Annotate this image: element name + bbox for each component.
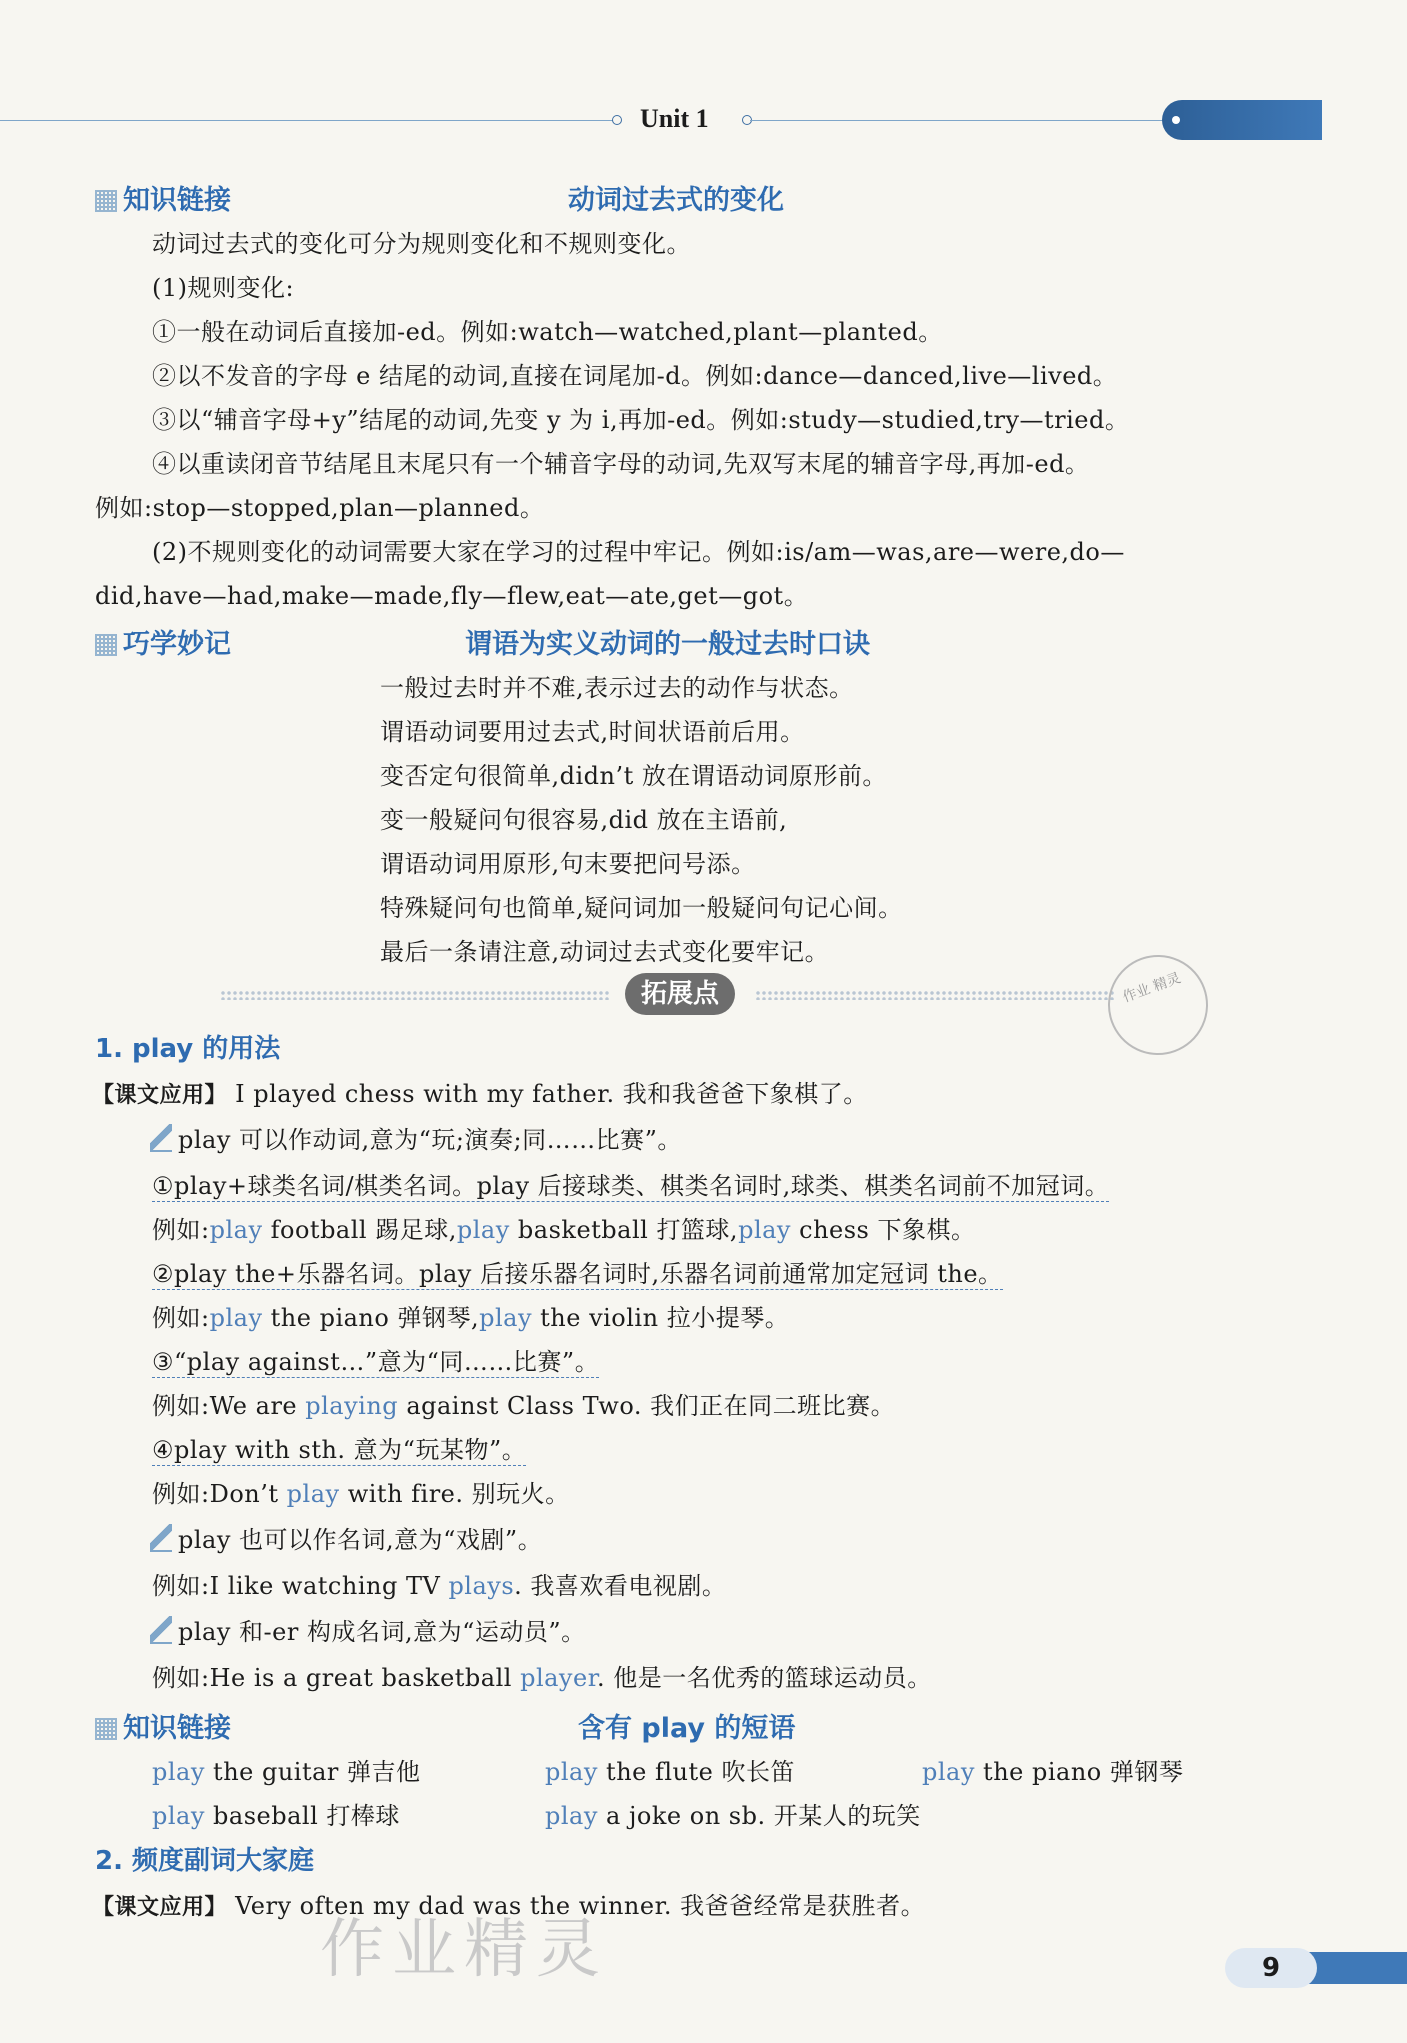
rhyme-line-6: 最后一条请注意,动词过去式变化要牢记。 bbox=[380, 938, 830, 966]
header-rule-left bbox=[0, 120, 620, 121]
section-title-rhyme: 谓语为实义动词的一般过去时口诀 bbox=[465, 629, 870, 660]
s1-line-2: ①一般在动词后直接加-ed。例如:watch—watched,plant—planted。 bbox=[152, 318, 943, 346]
divider-dots-right bbox=[755, 990, 1115, 1000]
note-er: play 和-er 构成名词,意为“运动员”。 bbox=[150, 1612, 586, 1647]
pencil-icon bbox=[150, 1524, 172, 1552]
rhyme-line-1: 谓语动词要用过去式,时间状语前后用。 bbox=[380, 718, 805, 746]
section-tag-phrases: 知识链接 bbox=[95, 1706, 231, 1745]
section-tag-memory: 巧学妙记 bbox=[95, 622, 231, 661]
rhyme-line-4: 谓语动词用原形,句末要把问号添。 bbox=[380, 850, 756, 878]
s1-line-0: 动词过去式的变化可分为规则变化和不规则变化。 bbox=[152, 230, 691, 258]
s1-line-1: (1)规则变化: bbox=[152, 274, 295, 302]
header-bar-dot bbox=[1172, 116, 1180, 124]
homework-stamp: 作业 精灵 bbox=[1094, 941, 1222, 1069]
section-title-phrases: 含有 play 的短语 bbox=[578, 1713, 796, 1744]
rule-3-example: 例如:We are playing against Class Two. 我们正在同二班比赛。 bbox=[152, 1392, 896, 1420]
rhyme-line-2: 变否定句很简单,didn’t 放在谓语动词原形前。 bbox=[380, 762, 887, 790]
note-noun-example: 例如:I like watching TV plays. 我喜欢看电视剧。 bbox=[152, 1572, 727, 1600]
s1-line-3: ②以不发音的字母 e 结尾的动词,直接在词尾加-d。例如:dance—danced,live—lived。 bbox=[152, 362, 1118, 390]
s1-line-6: 例如:stop—stopped,plan—planned。 bbox=[95, 494, 545, 522]
rule-1-example: 例如:play football 踢足球,play basketball 打篮球,play chess 下象棋。 bbox=[152, 1216, 976, 1244]
rule-3: ③“play against…”意为“同……比赛”。 bbox=[152, 1342, 599, 1378]
header-rule-right bbox=[750, 120, 1170, 121]
app-tag: 【课文应用】 bbox=[92, 1895, 228, 1920]
rhyme-line-3: 变一般疑问句很容易,did 放在主语前, bbox=[380, 806, 788, 834]
freq-heading: 2. 频度副词大家庭 bbox=[95, 1846, 315, 1876]
header-dot-left bbox=[612, 115, 622, 125]
s1-line-5: ④以重读闭音节结尾且末尾只有一个辅音字母的动词,先双写末尾的辅音字母,再加-ed。 bbox=[152, 450, 1090, 478]
phrase-3: play baseball 打棒球 bbox=[152, 1802, 400, 1830]
phrase-0: play the guitar 弹吉他 bbox=[152, 1758, 421, 1786]
watermark: 作业精灵 bbox=[320, 1913, 608, 1987]
divider-dots-left bbox=[220, 990, 610, 1000]
play-heading: 1. play 的用法 bbox=[95, 1034, 281, 1064]
extension-badge: 拓展点 bbox=[625, 973, 735, 1015]
app-sentence: I played chess with my father. 我和我爸爸下象棋了。 bbox=[235, 1080, 868, 1108]
note-noun: play 也可以作名词,意为“戏剧”。 bbox=[150, 1520, 542, 1555]
unit-title: Unit 1 bbox=[640, 104, 709, 133]
phrase-1: play the flute 吹长笛 bbox=[545, 1758, 795, 1786]
rule-2-example: 例如:play the piano 弹钢琴,play the violin 拉小提琴。 bbox=[152, 1304, 790, 1332]
rule-4: ④play with sth. 意为“玩某物”。 bbox=[152, 1430, 526, 1466]
grid-icon bbox=[95, 1718, 117, 1740]
rhyme-line-0: 一般过去时并不难,表示过去的动作与状态。 bbox=[380, 674, 854, 702]
grid-icon bbox=[95, 190, 117, 212]
app-sentence: Very often my dad was the winner. 我爸爸经常是获胜者。 bbox=[235, 1892, 926, 1920]
rule-2: ②play the+乐器名词。play 后接乐器名词时,乐器名词前通常加定冠词 the。 bbox=[152, 1254, 1003, 1290]
section-title-past-tense: 动词过去式的变化 bbox=[568, 185, 784, 216]
rule-4-example: 例如:Don’t play with fire. 别玩火。 bbox=[152, 1480, 570, 1508]
grid-icon bbox=[95, 634, 117, 656]
pencil-icon bbox=[150, 1124, 172, 1152]
rhyme-line-5: 特殊疑问句也简单,疑问词加一般疑问句记心间。 bbox=[380, 894, 903, 922]
s1-line-4: ③以“辅音字母+y”结尾的动词,先变 y 为 i,再加-ed。例如:study—studied,try—tried。 bbox=[152, 406, 1130, 434]
note-verb: play 可以作动词,意为“玩;演奏;同……比赛”。 bbox=[150, 1120, 682, 1155]
s1-line-8: did,have—had,make—made,fly—flew,eat—ate,get—got。 bbox=[95, 582, 809, 610]
page-number: 9 bbox=[1225, 1948, 1317, 1988]
pencil-icon bbox=[150, 1616, 172, 1644]
rule-1: ①play+球类名词/棋类名词。play 后接球类、棋类名词时,球类、棋类名词前不加冠词。 bbox=[152, 1166, 1109, 1202]
header-bar bbox=[1162, 100, 1322, 140]
note-er-example: 例如:He is a great basketball player. 他是一名优秀的篮球运动员。 bbox=[152, 1664, 932, 1692]
phrase-4: play a joke on sb. 开某人的玩笑 bbox=[545, 1802, 921, 1830]
phrase-2: play the piano 弹钢琴 bbox=[922, 1758, 1184, 1786]
app-tag: 【课文应用】 bbox=[92, 1083, 228, 1108]
section-tag-knowledge: 知识链接 bbox=[95, 178, 231, 217]
s1-line-7: (2)不规则变化的动词需要大家在学习的过程中牢记。例如:is/am—was,are—were,do— bbox=[152, 538, 1125, 566]
play-application bbox=[92, 1074, 868, 1109]
